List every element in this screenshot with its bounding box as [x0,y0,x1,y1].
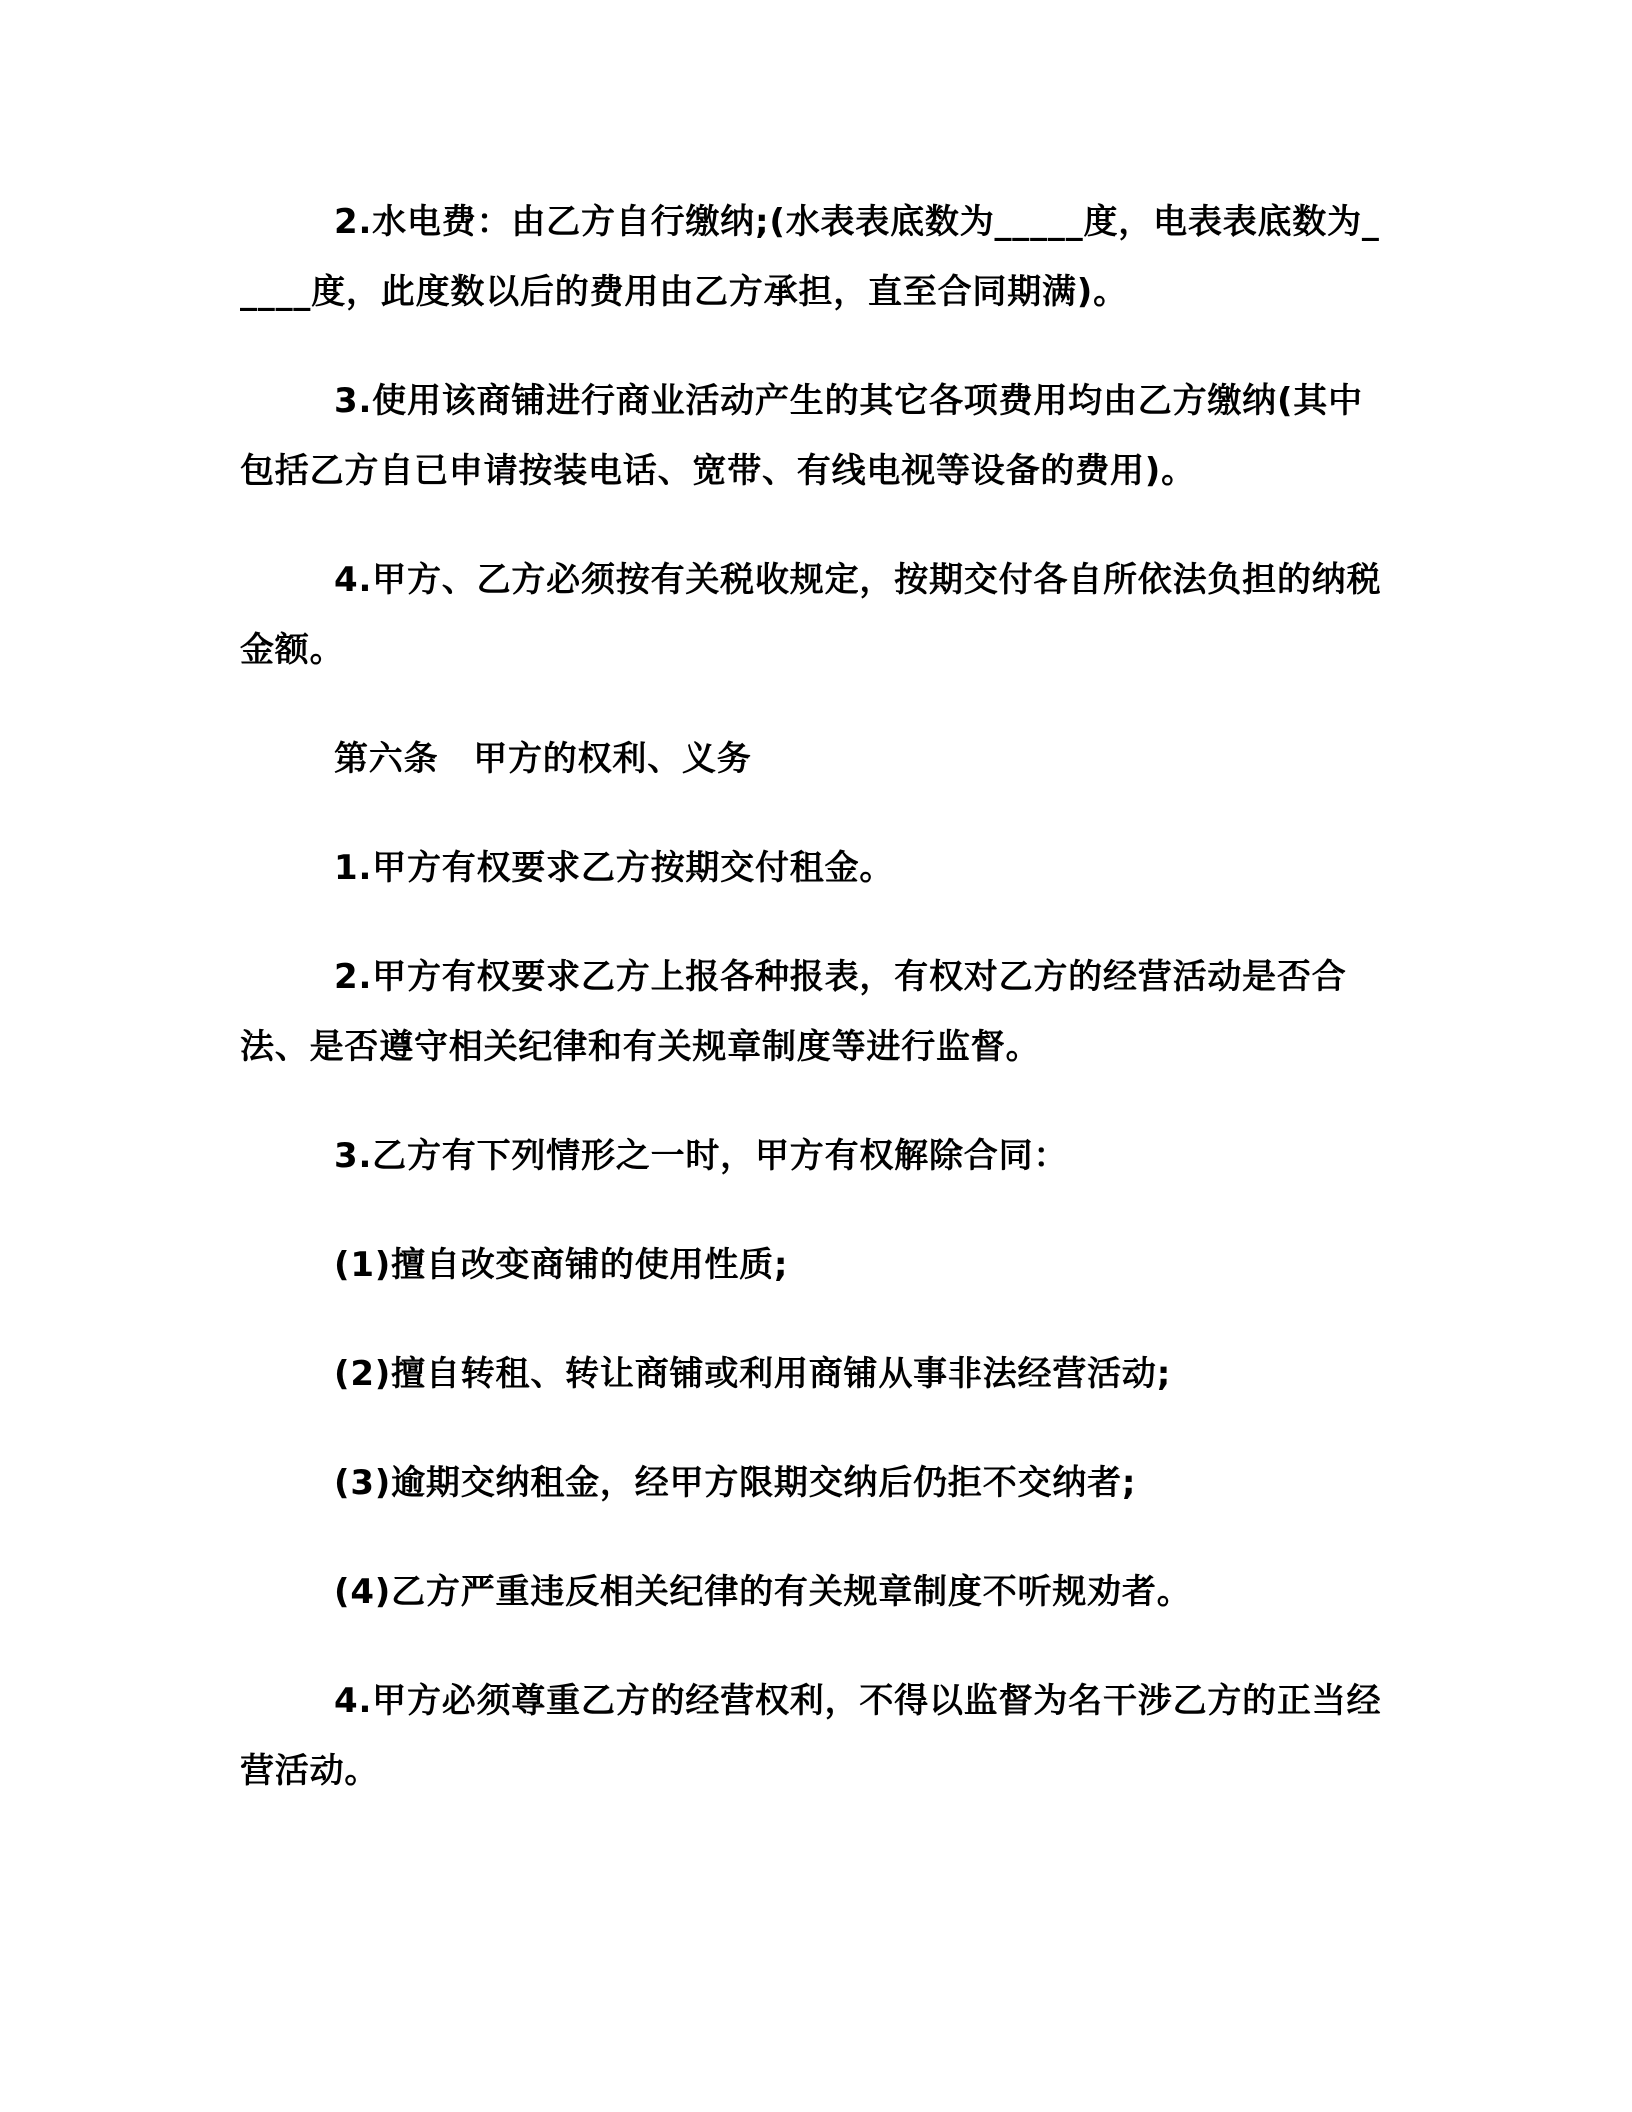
paragraph-respect-operations: 4.甲方必须尊重乙方的经营权利，不得以监督为名干涉乙方的正当经营活动。 [240,1681,1382,1791]
paragraph-termination-right: 3.乙方有下列情形之一时，甲方有权解除合同： [334,1136,1069,1176]
paragraph-supervision-right: 2.甲方有权要求乙方上报各种报表，有权对乙方的经营活动是否合法、是否遵守相关纪律和有关规章制度等进行监督。 [240,957,1347,1067]
list-item-3: (3)逾期交纳租金，经甲方限期交纳后仍拒不交纳者; [334,1463,1137,1503]
list-item-2: (2)擅自转租、转让商铺或利用商铺从事非法经营活动; [334,1354,1172,1394]
paragraph-taxes: 4.甲方、乙方必须按有关税收规定，按期交付各自所依法负担的纳税金额。 [240,560,1382,670]
list-item-4: (4)乙方严重违反相关纪律的有关规章制度不听规劝者。 [334,1572,1192,1612]
paragraph-utilities: 2.水电费：由乙方自行缴纳;(水表表底数为_____度，电表表底数为_____度，此度数以后的费用由乙方承担，直至合同期满)。 [240,202,1380,312]
paragraph-rent-right: 1.甲方有权要求乙方按期交付租金。 [334,848,895,888]
list-item-1: (1)擅自改变商铺的使用性质; [334,1245,789,1285]
article-heading: 第六条 甲方的权利、义务 [334,739,752,779]
document-body [240,187,1390,1845]
paragraph-other-fees: 3.使用该商铺进行商业活动产生的其它各项费用均由乙方缴纳(其中包括乙方自已申请按装电话、宽带、有线电视等设备的费用)。 [240,381,1363,491]
